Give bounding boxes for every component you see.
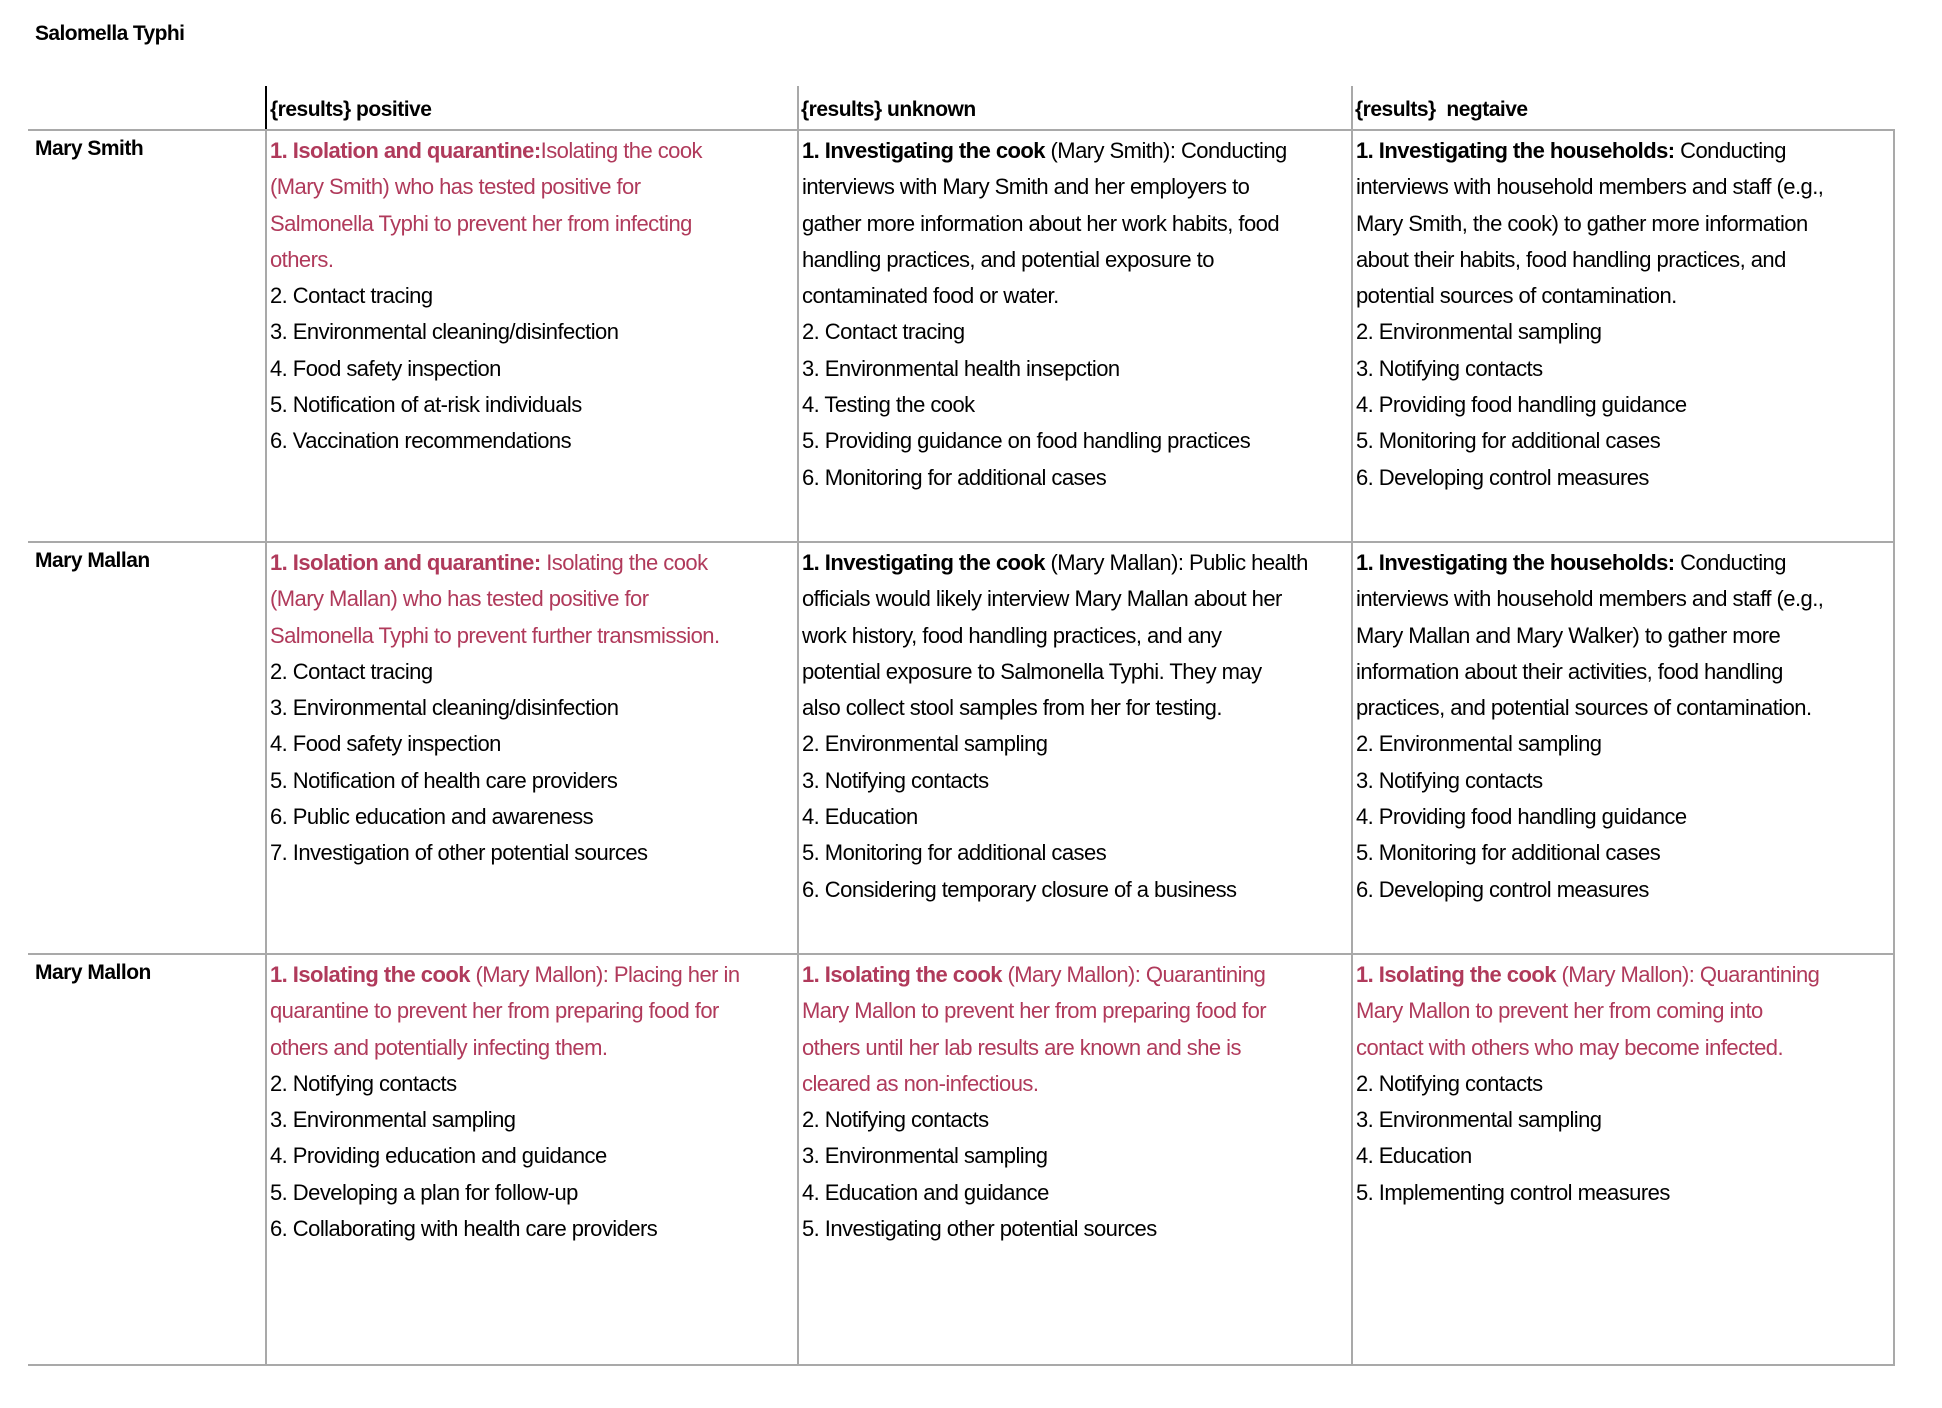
- list-item: 5. Developing a plan for follow-up: [270, 1179, 578, 1205]
- table-cell: [802, 957, 1266, 1247]
- cell-text-line: handling practices, and potential exposure to: [802, 246, 1214, 272]
- column-divider: [265, 129, 267, 1364]
- list-item: 3. Environmental health insepction: [802, 355, 1120, 381]
- cell-text-line: [1356, 133, 1823, 169]
- column-divider: [797, 86, 799, 1366]
- cell-text-line: potential exposure to Salmonella Typhi. They may: [802, 658, 1262, 684]
- column-header-positive: {results} positive: [270, 98, 432, 121]
- cell-lead-paragraph: [1356, 133, 1823, 314]
- cell-text-line: interviews with Mary Smith and her employers to: [802, 174, 1250, 200]
- cell-lead-heading: 1. Isolating the cook: [802, 962, 1002, 987]
- cell-text-line: [802, 133, 1287, 169]
- list-item: 3. Environmental cleaning/disinfection: [270, 695, 619, 721]
- cell-text-line: (Mary Mallan) who has tested positive for: [270, 586, 649, 612]
- list-item: 4. Providing food handling guidance: [1356, 392, 1687, 418]
- cell-lead-heading: 1. Investigating the cook: [802, 550, 1045, 575]
- list-item: 3. Environmental sampling: [270, 1107, 516, 1133]
- row-label-mary-mallan: Mary Mallan: [35, 549, 150, 572]
- cell-text-line: interviews with household members and staff (e.g.,: [1356, 174, 1824, 200]
- list-item: 5. Investigating other potential sources: [802, 1216, 1157, 1242]
- cell-text-line: about their habits, food handling practices, and: [1356, 246, 1786, 272]
- cell-lead-text: (Mary Mallon): Placing her in: [469, 962, 740, 987]
- cell-text-line: [270, 133, 702, 169]
- cell-lead-text: (Mary Mallon): Quarantining: [1001, 962, 1266, 987]
- list-item: 4. Providing education and guidance: [270, 1143, 607, 1169]
- cell-lead-heading: 1. Isolation and quarantine:: [270, 138, 541, 163]
- cell-lead-text: (Mary Mallan): Public health: [1044, 550, 1308, 575]
- cell-text-line: [270, 957, 740, 993]
- list-item: 3. Environmental sampling: [1356, 1107, 1602, 1133]
- cell-text-line: work history, food handling practices, and any: [802, 622, 1222, 648]
- list-item: 2. Environmental sampling: [1356, 319, 1602, 345]
- cell-text-line: also collect stool samples from her for testing.: [802, 695, 1222, 721]
- cell-text-line: [270, 545, 720, 581]
- table-cell: [802, 545, 1308, 908]
- list-item: 2. Notifying contacts: [1356, 1070, 1543, 1096]
- list-item: 3. Notifying contacts: [1356, 767, 1543, 793]
- list-item: 3. Environmental sampling: [802, 1143, 1048, 1169]
- cell-lead-paragraph: [1356, 545, 1823, 726]
- cell-lead-paragraph: [270, 133, 702, 278]
- cell-text-line: Mary Mallon to prevent her from coming into: [1356, 998, 1763, 1024]
- list-item: 2. Contact tracing: [270, 658, 433, 684]
- list-item: 4. Education and guidance: [802, 1179, 1049, 1205]
- list-item: 2. Notifying contacts: [802, 1107, 989, 1133]
- cell-lead-text: Isolating the cook: [540, 138, 702, 163]
- table-cell: [802, 133, 1287, 496]
- list-item: 7. Investigation of other potential sources: [270, 840, 648, 866]
- list-item: 4. Food safety inspection: [270, 355, 501, 381]
- cell-lead-text: Conducting: [1674, 138, 1786, 163]
- row-divider: [28, 953, 1895, 955]
- cell-text-line: others until her lab results are known and she is: [802, 1034, 1241, 1060]
- cell-lead-heading: 1. Isolating the cook: [1356, 962, 1556, 987]
- list-item: 5. Implementing control measures: [1356, 1179, 1670, 1205]
- cell-text-line: potential sources of contamination.: [1356, 283, 1677, 309]
- cell-lead-paragraph: [802, 545, 1308, 726]
- list-item: 2. Contact tracing: [270, 283, 433, 309]
- row-divider: [28, 1364, 1895, 1366]
- cell-lead-heading: 1. Isolating the cook: [270, 962, 470, 987]
- cell-text-line: contaminated food or water.: [802, 283, 1059, 309]
- cell-lead-paragraph: [270, 545, 720, 654]
- cell-text-line: contact with others who may become infected.: [1356, 1034, 1784, 1060]
- list-item: 5. Monitoring for additional cases: [1356, 840, 1661, 866]
- cell-text-line: [802, 957, 1266, 993]
- cell-text-line: Salmonella Typhi to prevent her from infecting: [270, 210, 692, 236]
- cell-text-line: Mary Smith, the cook) to gather more information: [1356, 210, 1808, 236]
- row-divider: [28, 541, 1895, 543]
- cell-text-line: interviews with household members and staff (e.g.,: [1356, 586, 1824, 612]
- column-divider: [265, 86, 267, 129]
- cell-lead-heading: 1. Isolation and quarantine:: [270, 550, 541, 575]
- table-cell: [270, 133, 702, 460]
- list-item: 3. Environmental cleaning/disinfection: [270, 319, 619, 345]
- cell-lead-text: (Mary Mallon): Quarantining: [1555, 962, 1820, 987]
- list-item: 6. Monitoring for additional cases: [802, 464, 1107, 490]
- cell-lead-text: Conducting: [1674, 550, 1786, 575]
- list-item: 4. Providing food handling guidance: [1356, 804, 1687, 830]
- list-item: 6. Public education and awareness: [270, 804, 594, 830]
- list-item: 5. Monitoring for additional cases: [1356, 428, 1661, 454]
- list-item: 3. Notifying contacts: [1356, 355, 1543, 381]
- list-item: 4. Testing the cook: [802, 392, 975, 418]
- cell-text-line: gather more information about her work habits, food: [802, 210, 1280, 236]
- list-item: 2. Notifying contacts: [270, 1070, 457, 1096]
- row-label-mary-mallon: Mary Mallon: [35, 961, 151, 984]
- cell-text-line: [802, 545, 1308, 581]
- list-item: 2. Contact tracing: [802, 319, 965, 345]
- document-title: Salomella Typhi: [35, 22, 185, 45]
- row-label-mary-smith: Mary Smith: [35, 137, 144, 160]
- list-item: 5. Monitoring for additional cases: [802, 840, 1107, 866]
- list-item: 6. Vaccination recommendations: [270, 428, 572, 454]
- cell-text-line: Salmonella Typhi to prevent further transmission.: [270, 622, 720, 648]
- table-cell: [270, 957, 740, 1247]
- list-item: 6. Collaborating with health care providers: [270, 1216, 658, 1242]
- list-item: 4. Education: [802, 804, 918, 830]
- cell-text-line: information about their activities, food handling: [1356, 658, 1783, 684]
- row-divider: [28, 129, 1895, 131]
- cell-lead-paragraph: [802, 957, 1266, 1102]
- list-item: 2. Environmental sampling: [1356, 731, 1602, 757]
- column-divider: [1351, 86, 1353, 1366]
- column-header-unknown: {results} unknown: [801, 98, 976, 121]
- list-item: 4. Food safety inspection: [270, 731, 501, 757]
- list-item: 2. Environmental sampling: [802, 731, 1048, 757]
- list-item: 6. Developing control measures: [1356, 876, 1649, 902]
- list-item: 6. Considering temporary closure of a business: [802, 876, 1237, 902]
- cell-lead-paragraph: [1356, 957, 1819, 1066]
- cell-text-line: others and potentially infecting them.: [270, 1034, 608, 1060]
- table-cell: [1356, 133, 1823, 496]
- cell-text-line: others.: [270, 246, 334, 272]
- cell-text-line: quarantine to prevent her from preparing food for: [270, 998, 719, 1024]
- table-cell: [1356, 545, 1823, 908]
- table-cell: [270, 545, 720, 872]
- cell-lead-heading: 1. Investigating the households:: [1356, 550, 1675, 575]
- cell-text-line: Mary Mallon to prevent her from preparing food for: [802, 998, 1267, 1024]
- list-item: 6. Developing control measures: [1356, 464, 1649, 490]
- cell-lead-heading: 1. Investigating the cook: [802, 138, 1045, 163]
- table-right-border: [1893, 129, 1895, 1366]
- cell-text-line: officials would likely interview Mary Mallan about her: [802, 586, 1282, 612]
- cell-lead-paragraph: [802, 133, 1287, 314]
- cell-lead-text: Isolating the cook: [540, 550, 708, 575]
- cell-lead-text: (Mary Smith): Conducting: [1044, 138, 1287, 163]
- cell-text-line: practices, and potential sources of contamination.: [1356, 695, 1812, 721]
- cell-lead-paragraph: [270, 957, 740, 1066]
- cell-text-line: [1356, 545, 1823, 581]
- list-item: 4. Education: [1356, 1143, 1472, 1169]
- list-item: 3. Notifying contacts: [802, 767, 989, 793]
- column-header-negative: {results} negtaive: [1355, 98, 1528, 121]
- cell-text-line: (Mary Smith) who has tested positive for: [270, 174, 641, 200]
- list-item: 5. Notification of health care providers: [270, 767, 618, 793]
- cell-lead-heading: 1. Investigating the households:: [1356, 138, 1675, 163]
- cell-text-line: cleared as non-infectious.: [802, 1070, 1039, 1096]
- list-item: 5. Providing guidance on food handling practices: [802, 428, 1251, 454]
- list-item: 5. Notification of at-risk individuals: [270, 392, 582, 418]
- cell-text-line: Mary Mallan and Mary Walker) to gather more: [1356, 622, 1781, 648]
- cell-text-line: [1356, 957, 1819, 993]
- table-cell: [1356, 957, 1819, 1211]
